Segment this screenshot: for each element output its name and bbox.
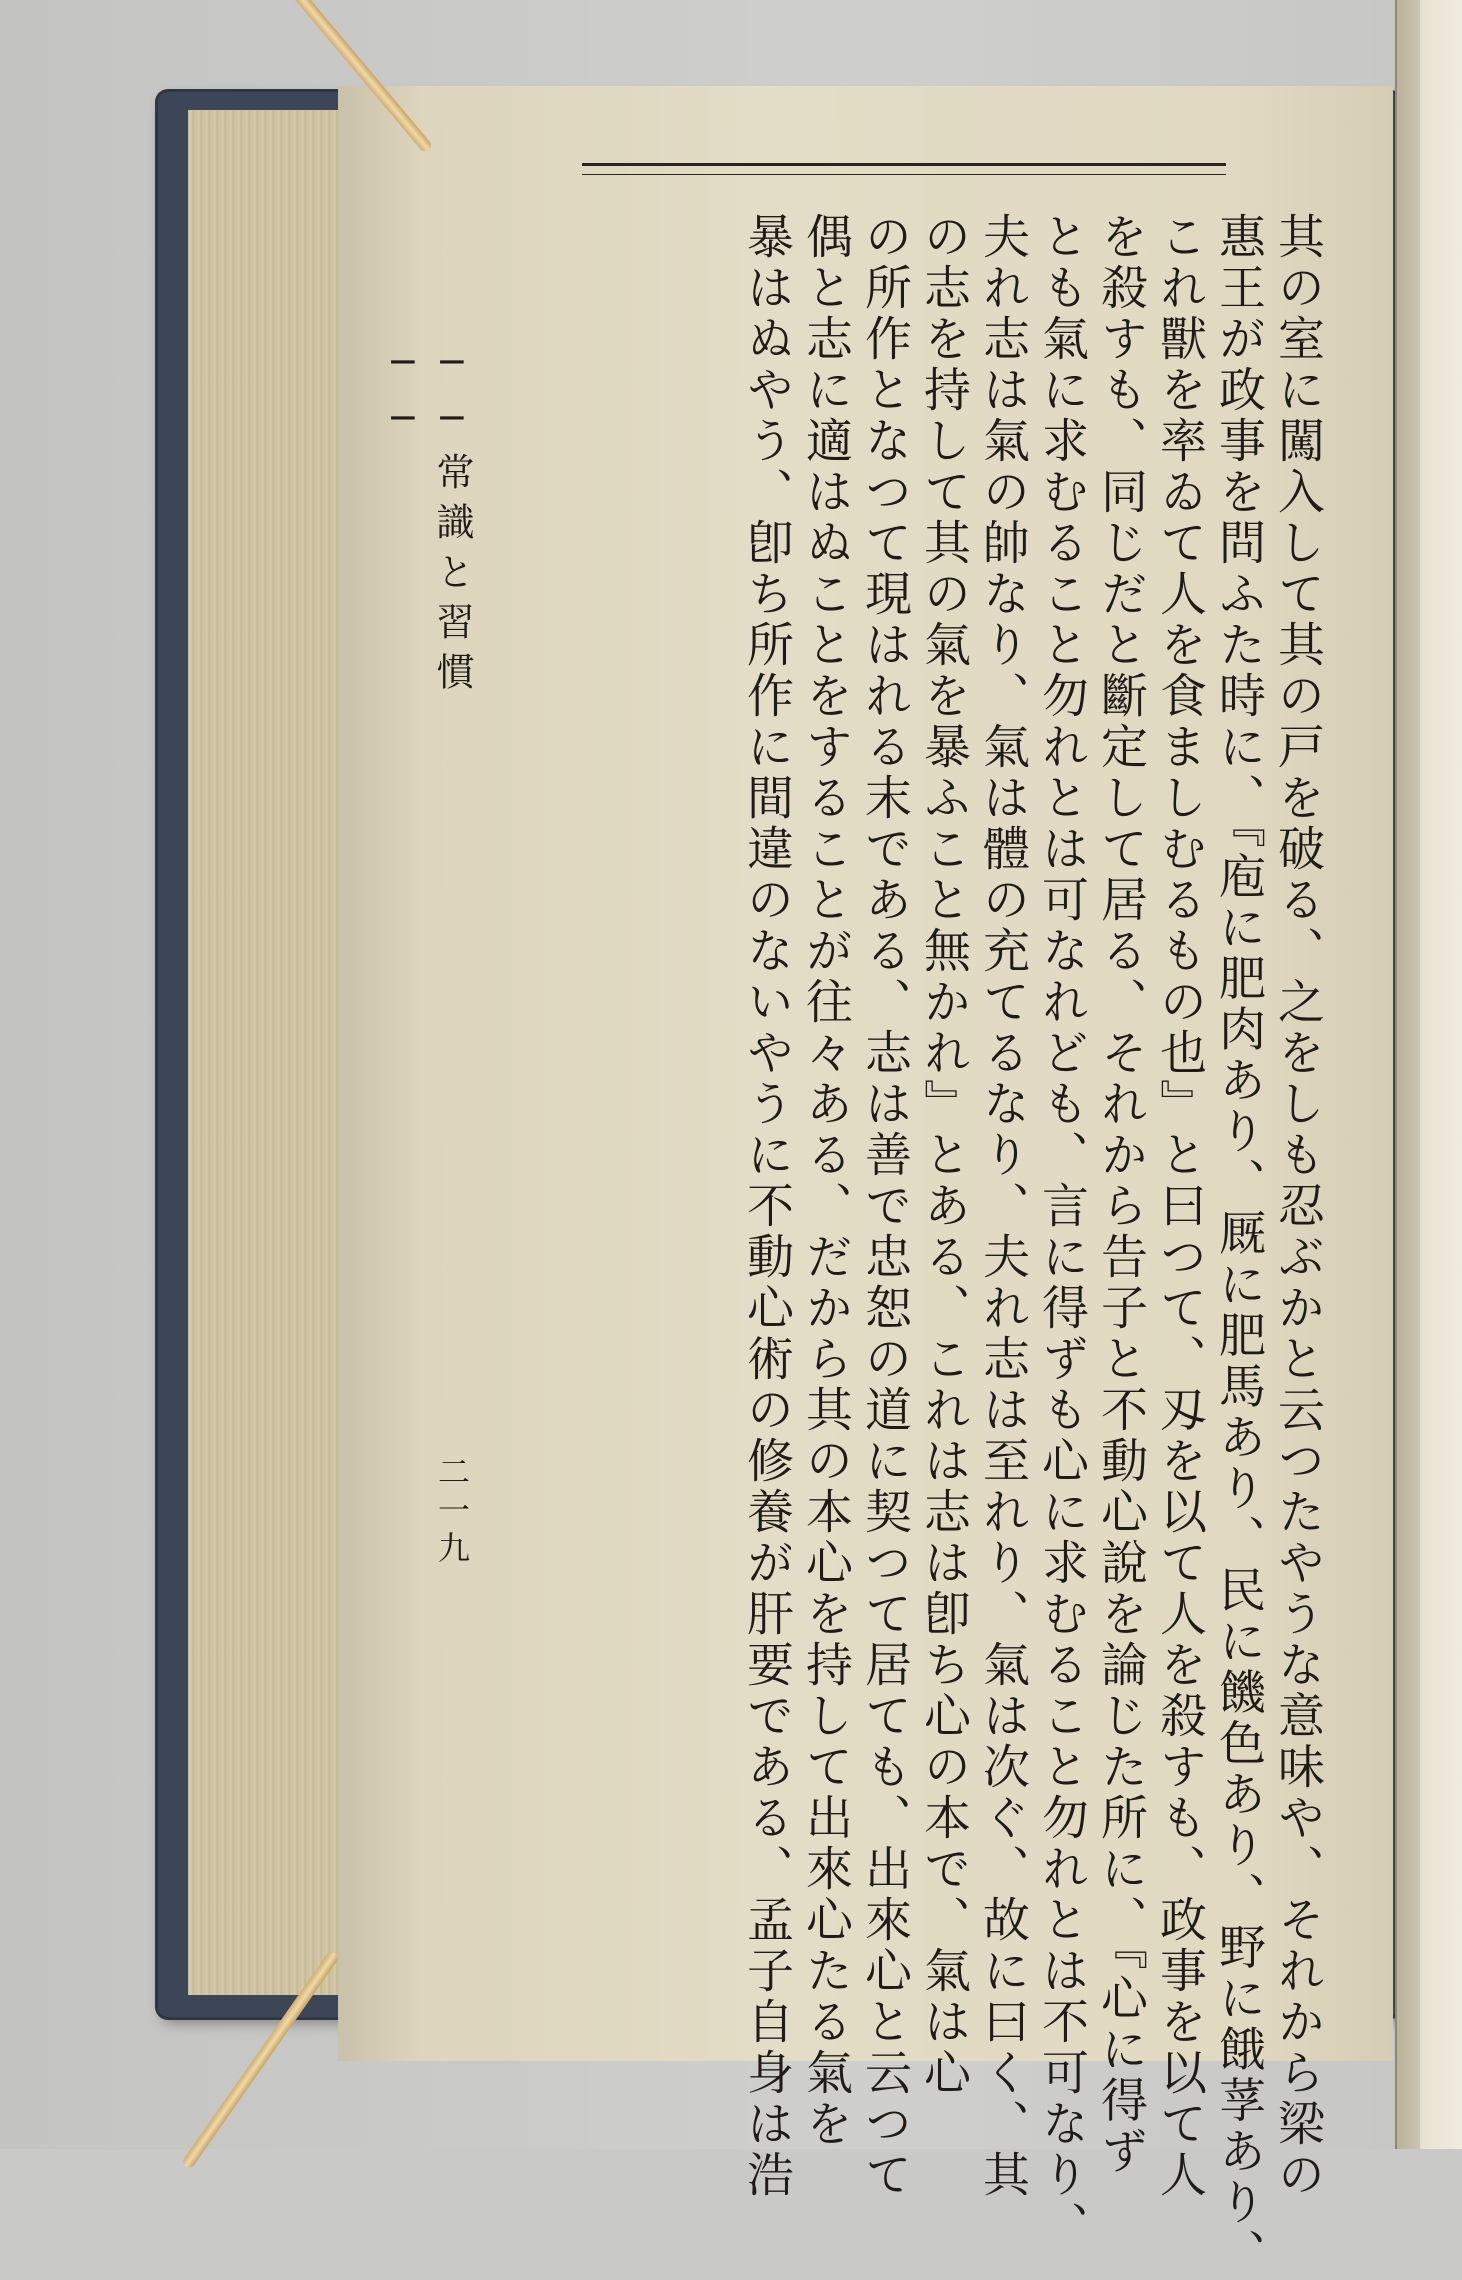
- body-text: [495, 212, 1327, 2280]
- top-rule: [582, 163, 1226, 166]
- page-number: 二一九: [433, 1455, 471, 1569]
- text-line: 暴はぬやう、卽ち所作に間違のないやうに不動心術の修養が肝要である、孟子自身は浩: [739, 212, 794, 2201]
- top-rule-thin: [582, 174, 1226, 175]
- text-line: 夫れ志は氣の帥なり、氣は體の充てるなり、夫れ志は至れり、氣は次ぐ、故に曰く、其: [975, 212, 1030, 2201]
- text-line: 惠王が政事を問ふた時に、『庖に肥肉あり、厩に肥馬あり、民に饑色あり、野に餓莩あり、: [1211, 212, 1266, 2280]
- facing-page-shadow: [1398, 0, 1420, 2149]
- text-line: 偶と志に適はぬことをすることが往々ある、だから其の本心を持して出來心たる氣を: [798, 212, 853, 2150]
- text-line: これ獸を率ゐて人を食ましむるもの也』と曰つて、刄を以て人を殺すも、政事を以て人: [1152, 212, 1207, 2201]
- text-line: の所作となつて現はれる末である、志は善で忠恕の道に契つて居ても、出來心と云つて: [857, 212, 912, 2201]
- text-line: とも氣に求むること勿れとは可なれども、言に得ずも心に求むること勿れとは不可なり、: [1034, 212, 1089, 2252]
- page-edges: [188, 110, 340, 1995]
- text-line: 其の室に闖入して其の戸を破る、之をしも忍ぶかと云つたやうな意味や、それから梁の: [1270, 212, 1325, 2201]
- running-head: ──常識と習慣──: [381, 340, 474, 702]
- text-line: を殺すも、同じだと斷定して居る、それから告子と不動心說を論じた所に、『心に得ず: [1093, 212, 1148, 2178]
- text-line: の志を持して其の氣を暴ふこと無かれ』とある、これは志は卽ち心の本で、氣は心: [916, 212, 971, 2099]
